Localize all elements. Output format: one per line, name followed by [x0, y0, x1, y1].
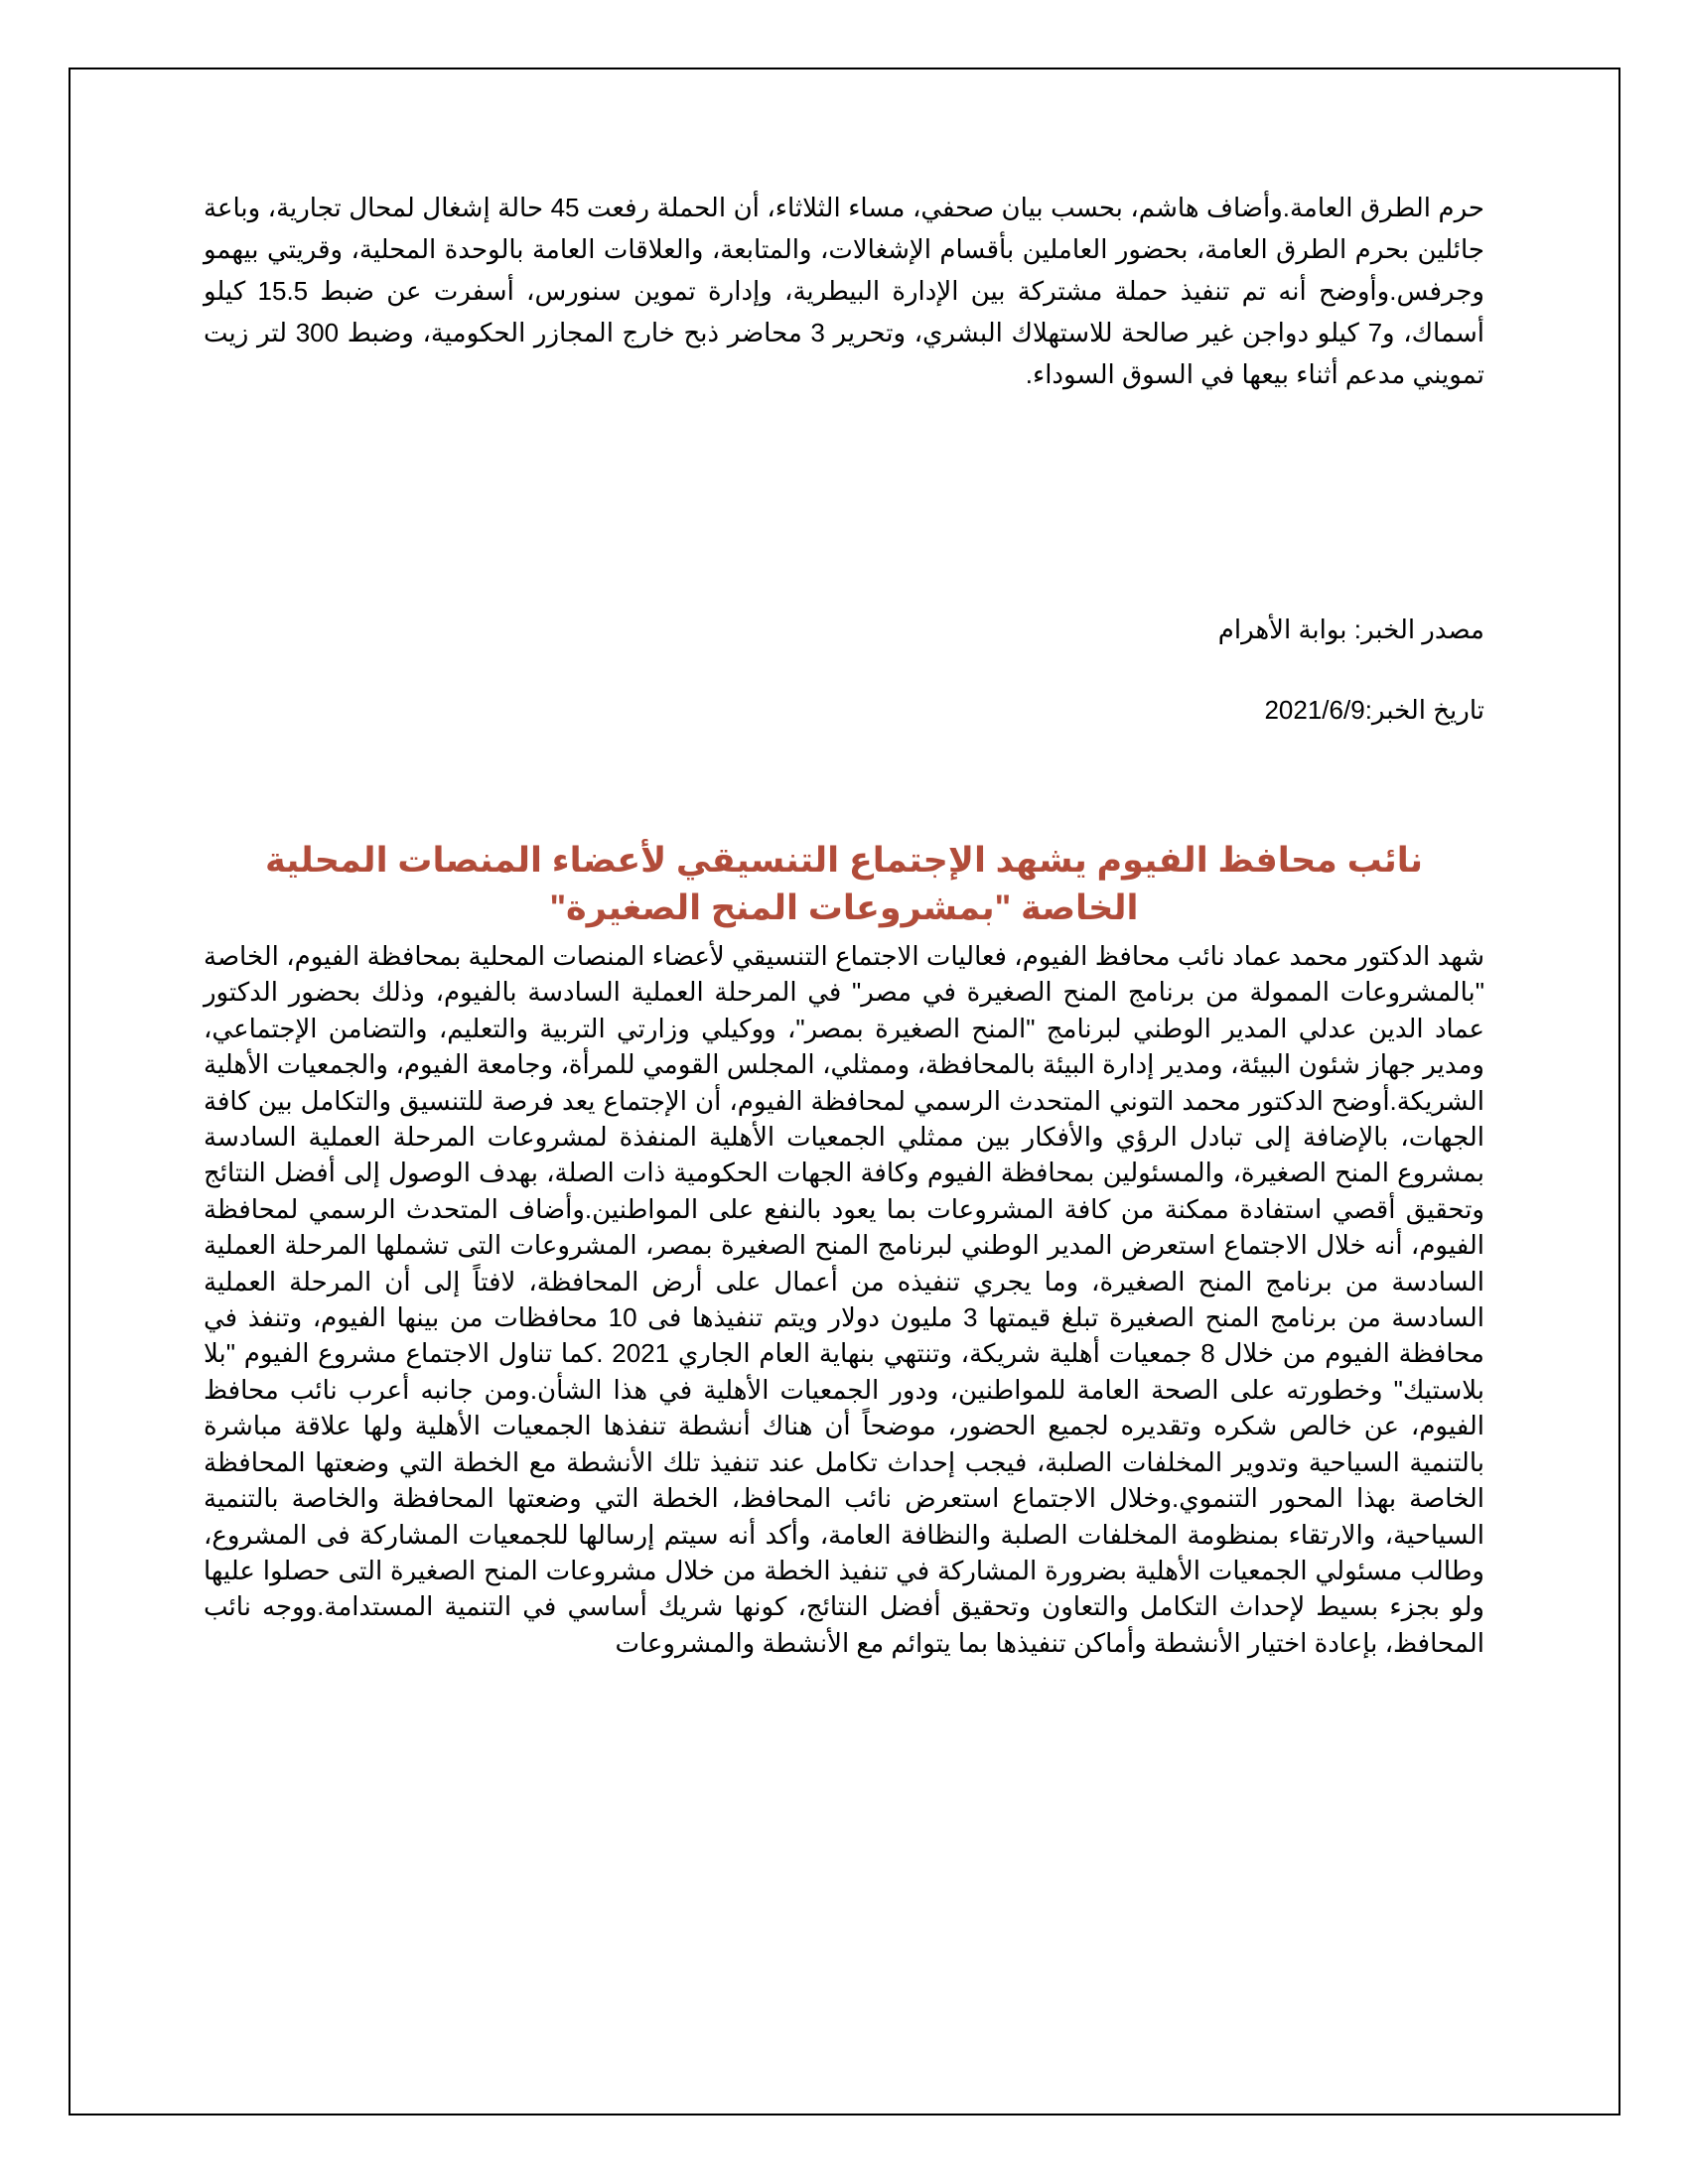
news-date: تاريخ الخبر:2021/6/9 [1264, 695, 1484, 725]
article-2-body: شهد الدكتور محمد عماد نائب محافظ الفيوم، فعاليات الاجتماع التنسيقي لأعضاء المنصات المحلية بمحافظة الفيوم، الخاصة "بالمشروعات الممولة من برنامج المنح الصغيرة في مصر" في المرحلة العملية السادسة بالفيوم، وذلك بحضور الدكتور عماد الدين عدلي المدير الوطني لبرنامج "المنح الصغيرة بمصر"، ووكيلي وزارتي التربية والتعليم، والتضامن الإجتماعي، ومدير جهاز شئون البيئة، ومدير إدارة البيئة بالمحافظة، وممثلي، المجلس القومي للمرأة، وجامعة الفيوم، والجمعيات الأهلية الشريكة.أوضح الدكتور محمد التوني المتحدث الرسمي لمحافظة الفيوم، أن الإجتماع يعد فرصة للتنسيق والتكامل بين كافة الجهات، بالإضافة إلى تبادل الرؤي والأفكار بين ممثلي الجمعيات الأهلية المنفذة لمشروعات المرحلة العملية السادسة بمشروع المنح الصغيرة، والمسئولين بمحافظة الفيوم وكافة الجهات الحكومية ذات الصلة، بهدف الوصول إلى أفضل النتائج وتحقيق أقصي استفادة ممكنة من كافة المشروعات بما يعود بالنفع على المواطنين.وأضاف المتحدث الرسمي لمحافظة الفيوم، أنه خلال الاجتماع استعرض المدير الوطني لبرنامج المنح الصغيرة بمصر، المشروعات التى تشملها المرحلة العملية السادسة من برنامج المنح الصغيرة، وما يجري تنفيذه من أعمال على أرض المحافظة، لافتاً إلى أن المرحلة العملية السادسة من برنامج المنح الصغيرة تبلغ قيمتها 3 مليون دولار ويتم تنفيذها فى 10 محافظات من بينها الفيوم، وتنفذ في محافظة الفيوم من خلال 8 جمعيات أهلية شريكة، وتنتهي بنهاية العام الجاري 2021 .كما تناول الاجتماع مشروع الفيوم "بلا بلاستيك" وخطورته على الصحة العامة للمواطنين، ودور الجمعيات الأهلية في هذا الشأن.ومن جانبه أعرب نائب محافظ الفيوم، عن خالص شكره وتقديره لجميع الحضور، موضحاً أن هناك أنشطة تنفذها الجمعيات الأهلية ولها علاقة مباشرة بالتنمية السياحية وتدوير المخلفات الصلبة، فيجب إحداث تكامل عند تنفيذ تلك الأنشطة مع الخطة التي وضعتها المحافظة الخاصة بهذا المحور التنموي.وخلال الاجتماع استعرض نائب المحافظ، الخطة التي وضعتها المحافظة والخاصة بالتنمية السياحية، والارتقاء بمنظومة المخلفات الصلبة والنظافة العامة، وأكد أنه سيتم إرسالها للجمعيات المشاركة فى المشروع، وطالب مسئولي الجمعيات الأهلية بضرورة المشاركة في تنفيذ الخطة من خلال مشروعات المنح الصغيرة التى حصلوا عليها ولو بجزء بسيط لإحداث التكامل والتعاون وتحقيق أفضل النتائج، كونها شريك أساسي في التنمية المستدامة.ووجه نائب المحافظ، بإعادة اختيار الأنشطة وأماكن تنفيذها بما يتوائم مع الأنشطة والمشروعات [204, 941, 1484, 1658]
article-1-continuation [204, 187, 1484, 395]
news-source: مصدر الخبر: بوابة الأهرام [1217, 614, 1484, 644]
article-2-body-container [204, 938, 1484, 1661]
article-2-headline: نائب محافظ الفيوم يشهد الإجتماع التنسيقي لأعضاء المنصات المحلية الخاصة "بمشروعات المنح الصغيرة" [264, 841, 1424, 927]
article-1-paragraph: حرم الطرق العامة.وأضاف هاشم، بحسب بيان صحفي، مساء الثلاثاء، أن الحملة رفعت 45 حالة إشغال لمحال تجارية، وباعة جائلين بحرم الطرق العامة، بحضور العاملين بأقسام الإشغالات، والمتابعة، والعلاقات العامة بالوحدة المحلية، وقريتي بيهمو وجرفس.وأوضح أنه تم تنفيذ حملة مشتركة بين الإدارة البيطرية، وإدارة تموين سنورس، أسفرت عن ضبط 15.5 كيلو أسماك، و7 كيلو دواجن غير صالحة للاستهلاك البشري، وتحرير 3 محاضر ذبح خارج المجازر الحكومية، وضبط 300 لتر زيت تمويني مدعم أثناء بيعها في السوق السوداء. [204, 193, 1484, 389]
